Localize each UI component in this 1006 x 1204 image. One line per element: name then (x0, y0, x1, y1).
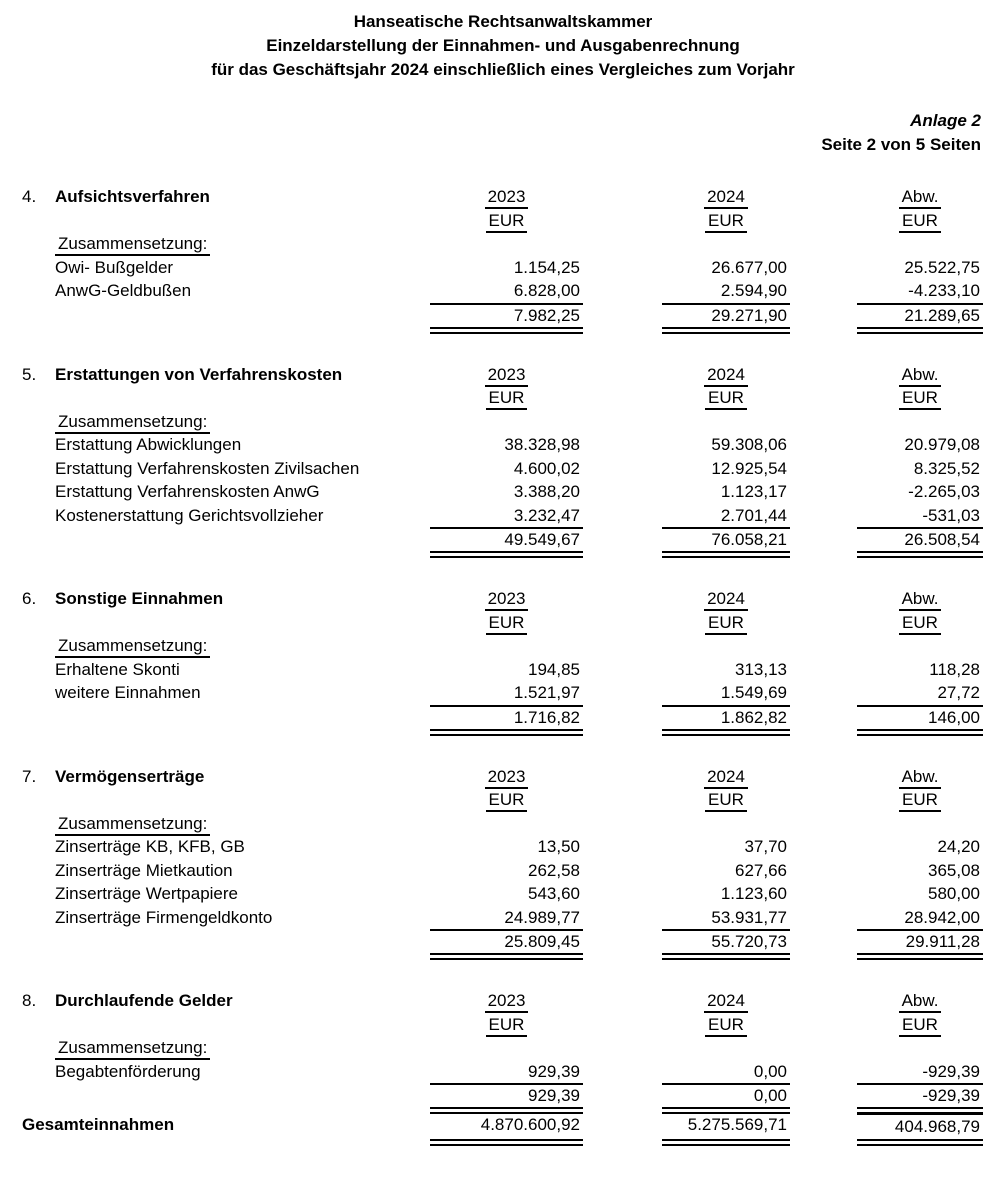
grand-total-2023: 4.870.600,92 (430, 1113, 583, 1146)
total-2024: 76.058,21 (662, 527, 790, 558)
value-2024: 1.123,60 (720, 884, 787, 903)
table-row (0, 835, 1006, 859)
section-header-row (0, 363, 1006, 387)
total-2023: 25.809,45 (430, 929, 583, 960)
section-title: Durchlaufende Gelder (55, 991, 233, 1010)
unit-label: EUR (486, 789, 528, 812)
table-row (0, 256, 1006, 280)
unit-label: EUR (705, 1014, 747, 1037)
item-label: Owi- Bußgelder (55, 257, 174, 277)
col-header-2024: 2024 (704, 990, 748, 1013)
value-2024: 1.549,69 (720, 683, 787, 702)
section-number: 7. (22, 766, 37, 786)
col-header-2023: 2023 (485, 766, 529, 789)
value-2023: 3.232,47 (513, 505, 580, 525)
unit-label: EUR (705, 387, 747, 410)
value-abw: -531,03 (922, 505, 980, 525)
composition-label: Zusammensetzung: (55, 1037, 210, 1060)
value-2023: 6.828,00 (513, 281, 580, 300)
value-2024: 0,00 (753, 1061, 787, 1081)
value-2024: 12.925,54 (711, 458, 787, 478)
document-header (0, 10, 1006, 82)
section-total-row (0, 527, 1006, 551)
value-2023: 929,39 (528, 1061, 580, 1081)
item-label: Zinserträge KB, KFB, GB (55, 837, 245, 856)
value-2023: 543,60 (528, 884, 580, 903)
section-header-row (0, 765, 1006, 789)
annex-block (0, 109, 1006, 157)
total-abw: 146,00 (857, 705, 983, 736)
col-header-2024: 2024 (704, 766, 748, 789)
table-row (0, 1060, 1006, 1084)
composition-label: Zusammensetzung: (55, 411, 210, 434)
section-erstattungen (0, 363, 1006, 552)
value-2024: 59.308,06 (711, 435, 787, 454)
section-total-row (0, 929, 1006, 953)
section-number: 5. (22, 364, 37, 384)
total-2024: 29.271,90 (662, 303, 790, 334)
composition-label: Zusammensetzung: (55, 233, 210, 256)
total-2023: 7.982,25 (430, 303, 583, 334)
item-label: Zinserträge Wertpapiere (55, 884, 238, 903)
grand-total-label: Gesamteinnahmen (22, 1115, 175, 1134)
col-header-2023: 2023 (485, 186, 529, 209)
unit-label: EUR (486, 387, 528, 410)
table-row (0, 279, 1006, 303)
value-abw: 580,00 (928, 884, 980, 903)
section-total-row (0, 705, 1006, 729)
value-2024: 53.931,77 (711, 907, 787, 927)
total-2023: 1.716,82 (430, 705, 583, 736)
item-label: Kostenerstattung Gerichtsvollzieher (55, 505, 324, 525)
unit-label: EUR (486, 1014, 528, 1037)
col-header-2024: 2024 (704, 364, 748, 387)
table-row (0, 480, 1006, 504)
col-header-abw: Abw. (899, 186, 942, 209)
value-2023: 1.154,25 (513, 257, 580, 277)
composition-row (0, 410, 1006, 434)
composition-row (0, 634, 1006, 658)
section-vermoegensertraege (0, 765, 1006, 954)
section-title: Vermögenserträge (55, 766, 205, 786)
unit-row (0, 1013, 1006, 1037)
table-row (0, 859, 1006, 883)
value-2024: 2.594,90 (720, 281, 787, 300)
section-header-row (0, 989, 1006, 1013)
value-2024: 26.677,00 (711, 257, 787, 277)
value-abw: 20.979,08 (904, 435, 980, 454)
section-title: Aufsichtsverfahren (55, 187, 210, 206)
section-header-row (0, 587, 1006, 611)
value-2024: 313,13 (735, 659, 787, 679)
table-row (0, 504, 1006, 528)
item-label: Erstattung Abwicklungen (55, 435, 242, 454)
table-row (0, 457, 1006, 481)
unit-label: EUR (899, 612, 941, 635)
col-header-2024: 2024 (704, 588, 748, 611)
value-2024: 627,66 (735, 860, 787, 880)
grand-total-row (0, 1113, 1006, 1139)
section-number: 8. (22, 991, 37, 1010)
composition-row (0, 1036, 1006, 1060)
section-total-row (0, 303, 1006, 327)
unit-label: EUR (899, 1014, 941, 1037)
title-line-1: Hanseatische Rechtsanwaltskammer (353, 12, 653, 31)
total-abw: 29.911,28 (857, 929, 983, 960)
value-abw: 28.942,00 (904, 907, 980, 927)
value-abw: 8.325,52 (913, 458, 980, 478)
total-2024: 55.720,73 (662, 929, 790, 960)
section-sonstige-einnahmen (0, 587, 1006, 729)
section-number: 6. (22, 589, 37, 608)
unit-row (0, 209, 1006, 233)
section-durchlaufende-gelder (0, 989, 1006, 1107)
total-2024: 0,00 (662, 1083, 790, 1114)
total-2024: 1.862,82 (662, 705, 790, 736)
unit-label: EUR (486, 612, 528, 635)
value-2024: 1.123,17 (720, 482, 787, 501)
item-label: Erstattung Verfahrenskosten AnwG (55, 482, 320, 501)
unit-label: EUR (705, 789, 747, 812)
unit-label: EUR (899, 387, 941, 410)
value-abw: 365,08 (928, 860, 980, 880)
composition-row (0, 812, 1006, 836)
composition-label: Zusammensetzung: (55, 635, 210, 658)
total-abw: -929,39 (857, 1083, 983, 1114)
item-label: Erhaltene Skonti (55, 659, 180, 679)
total-2023: 929,39 (430, 1083, 583, 1114)
page-number-label: Seite 2 von 5 Seiten (821, 135, 981, 154)
table-row (0, 882, 1006, 906)
title-line-2: Einzeldarstellung der Einnahmen- und Ausgabenrechnung (266, 36, 740, 55)
total-2023: 49.549,67 (430, 527, 583, 558)
table-row (0, 433, 1006, 457)
composition-label: Zusammensetzung: (55, 813, 210, 836)
grand-total-abw: 404.968,79 (857, 1113, 983, 1146)
col-header-2024: 2024 (704, 186, 748, 209)
section-header-row (0, 185, 1006, 209)
value-2023: 262,58 (528, 860, 580, 880)
col-header-2023: 2023 (485, 990, 529, 1013)
section-total-row (0, 1083, 1006, 1107)
title-line-3: für das Geschäftsjahr 2024 einschließlich eines Vergleiches zum Vorjahr (211, 60, 795, 79)
value-2024: 2.701,44 (720, 505, 787, 525)
col-header-abw: Abw. (899, 766, 942, 789)
table-row (0, 906, 1006, 930)
unit-row (0, 788, 1006, 812)
value-abw: -4.233,10 (908, 281, 980, 300)
section-aufsichtsverfahren (0, 185, 1006, 327)
value-abw: -929,39 (922, 1061, 980, 1081)
total-abw: 21.289,65 (857, 303, 983, 334)
unit-label: EUR (486, 210, 528, 233)
unit-row (0, 386, 1006, 410)
item-label: weitere Einnahmen (55, 683, 201, 702)
value-abw: 25.522,75 (904, 257, 980, 277)
unit-label: EUR (705, 612, 747, 635)
section-title: Sonstige Einnahmen (55, 589, 224, 608)
unit-label: EUR (899, 210, 941, 233)
section-number: 4. (22, 187, 37, 206)
composition-row (0, 232, 1006, 256)
item-label: Begabtenförderung (55, 1061, 201, 1081)
grand-total-section (0, 1113, 1006, 1139)
item-label: AnwG-Geldbußen (55, 281, 192, 300)
value-abw: 27,72 (937, 683, 980, 702)
col-header-abw: Abw. (899, 990, 942, 1013)
value-2023: 1.521,97 (513, 683, 580, 702)
col-header-2023: 2023 (485, 588, 529, 611)
col-header-abw: Abw. (899, 588, 942, 611)
value-2024: 37,70 (744, 837, 787, 856)
table-row (0, 681, 1006, 705)
grand-total-2024: 5.275.569,71 (662, 1113, 790, 1146)
unit-row (0, 611, 1006, 635)
table-row (0, 658, 1006, 682)
value-abw: -2.265,03 (908, 482, 980, 501)
value-2023: 4.600,02 (513, 458, 580, 478)
item-label: Erstattung Verfahrenskosten Zivilsachen (55, 458, 360, 478)
col-header-abw: Abw. (899, 364, 942, 387)
value-2023: 24.989,77 (504, 907, 580, 927)
value-2023: 3.388,20 (513, 482, 580, 501)
total-abw: 26.508,54 (857, 527, 983, 558)
value-2023: 194,85 (528, 659, 580, 679)
unit-label: EUR (899, 789, 941, 812)
section-title: Erstattungen von Verfahrenskosten (55, 364, 343, 384)
item-label: Zinserträge Mietkaution (55, 860, 233, 880)
value-2023: 13,50 (537, 837, 580, 856)
col-header-2023: 2023 (485, 364, 529, 387)
value-abw: 24,20 (937, 837, 980, 856)
annex-label: Anlage 2 (910, 111, 981, 130)
item-label: Zinserträge Firmengeldkonto (55, 907, 273, 927)
unit-label: EUR (705, 210, 747, 233)
value-2023: 38.328,98 (504, 435, 580, 454)
value-abw: 118,28 (929, 659, 980, 679)
